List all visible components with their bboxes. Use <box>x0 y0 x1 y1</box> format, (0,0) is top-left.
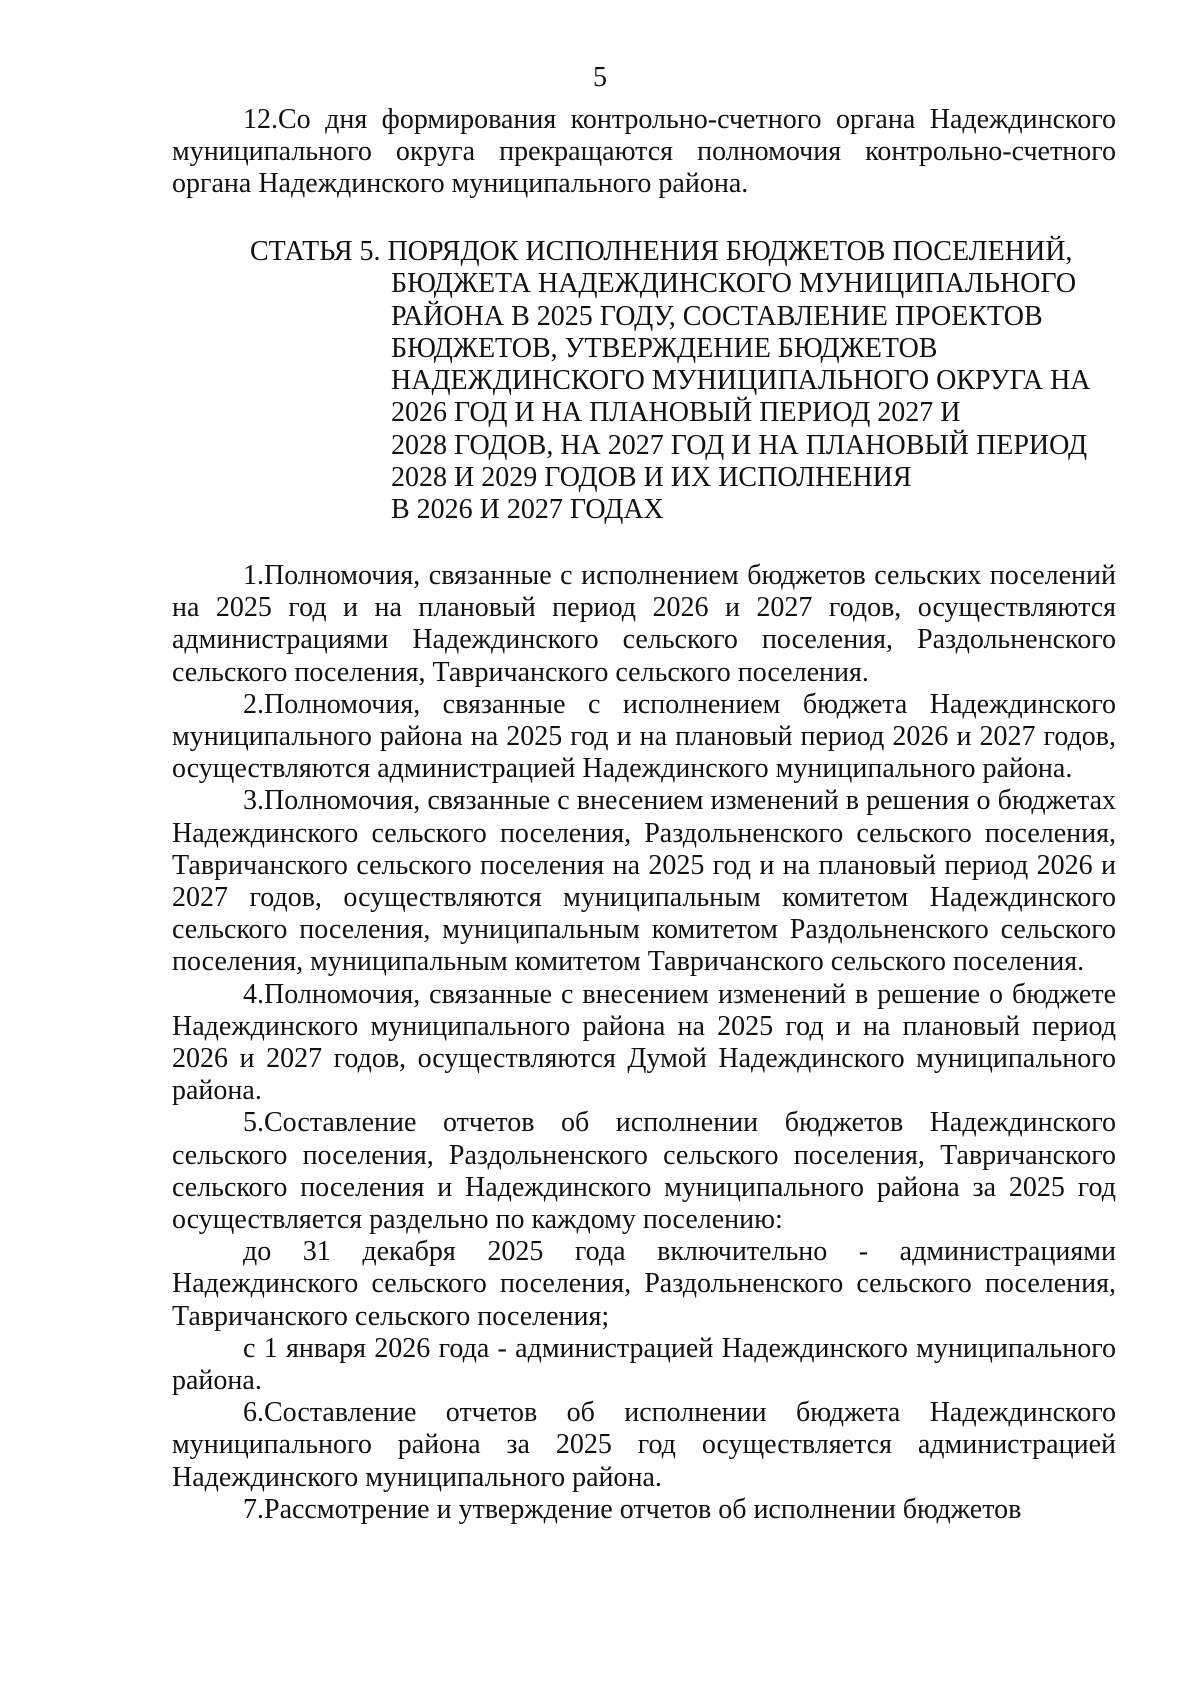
body-paragraph-3: 3.Полномочия, связанные с внесением изменений в решения о бюджетах Надеждинского сельского поселения, Раздольненского сельского поселения, Тавричанского сельского поселения на 2025 год и на плановый период 2026 и 2027 годов, осуществляются муниципальным комитетом Надеждинского сельского поселения, муниципальным комитетом Раздольненского сельского поселения, муниципальным комитетом Тавричанского сельского поселения. <box>172 785 1116 978</box>
intro-block <box>172 104 1116 201</box>
article-heading <box>250 236 1110 527</box>
article-heading-line: В 2026 И 2027 ГОДАХ <box>391 494 664 526</box>
body-paragraph-1: 1.Полномочия, связанные с исполнением бюджетов сельских поселений на 2025 год и на плановый период 2026 и 2027 годов, осуществляются администрациями Надеждинского сельского поселения, Раздольненского сельского поселения, Тавричанского сельского поселения. <box>172 560 1116 688</box>
article-heading-line: НАДЕЖДИНСКОГО МУНИЦИПАЛЬНОГО ОКРУГА НА <box>391 365 1091 397</box>
article-heading-line: БЮДЖЕТОВ, УТВЕРЖДЕНИЕ БЮДЖЕТОВ <box>391 332 938 364</box>
intro-paragraph: 12.Со дня формирования контрольно-счетного органа Надеждинского муниципального округа прекращаются полномочия контрольно-счетного органа Надеждинского муниципального района. <box>172 104 1116 200</box>
body-paragraph-5: 5.Составление отчетов об исполнении бюджетов Надеждинского сельского поселения, Раздольненского сельского поселения, Тавричанского сельского поселения и Надеждинского муниципального района за 2025 год осуществляется раздельно по каждому поселению: <box>172 1107 1116 1236</box>
body-paragraph-7: 7.Рассмотрение и утверждение отчетов об исполнении бюджетов <box>243 1493 1022 1525</box>
body-paragraph-5-item-1: до 31 декабря 2025 года включительно - администрациями Надеждинского сельского поселения, Раздольненского сельского поселения, Тавричанского сельского поселения; <box>172 1236 1116 1332</box>
body-paragraph-4: 4.Полномочия, связанные с внесением изменений в решение о бюджете Надеждинского муниципального района на 2025 год и на плановый период 2026 и 2027 годов, осуществляются Думой Надеждинского муниципального района. <box>172 978 1116 1107</box>
article-heading-line: СТАТЬЯ 5. ПОРЯДОК ИСПОЛНЕНИЯ БЮДЖЕТОВ ПОСЕЛЕНИЙ, <box>250 236 1073 267</box>
body-paragraph-6: 6.Составление отчетов об исполнении бюджета Надеждинского муниципального района за 2025 год осуществляется администрацией Надеждинского муниципального района. <box>172 1397 1116 1493</box>
page-number: 5 <box>593 62 607 93</box>
body-paragraph-5-item-2: с 1 января 2026 года - администрацией Надеждинского муниципального района. <box>172 1332 1116 1397</box>
article-body <box>172 560 1116 1526</box>
article-heading-line: 2028 И 2029 ГОДОВ И ИХ ИСПОЛНЕНИЯ <box>391 462 912 494</box>
article-heading-line: БЮДЖЕТА НАДЕЖДИНСКОГО МУНИЦИПАЛЬНОГО <box>391 268 1077 300</box>
article-heading-line: РАЙОНА В 2025 ГОДУ, СОСТАВЛЕНИЕ ПРОЕКТОВ <box>391 300 1043 332</box>
body-paragraph-2: 2.Полномочия, связанные с исполнением бюджета Надеждинского муниципального района на 2025 год и на плановый период 2026 и 2027 годов, осуществляются администрацией Надеждинского муниципального района. <box>172 688 1116 785</box>
article-heading-line: 2026 ГОД И НА ПЛАНОВЫЙ ПЕРИОД 2027 И <box>391 397 961 429</box>
article-heading-line: 2028 ГОДОВ, НА 2027 ГОД И НА ПЛАНОВЫЙ ПЕРИОД <box>391 429 1088 461</box>
